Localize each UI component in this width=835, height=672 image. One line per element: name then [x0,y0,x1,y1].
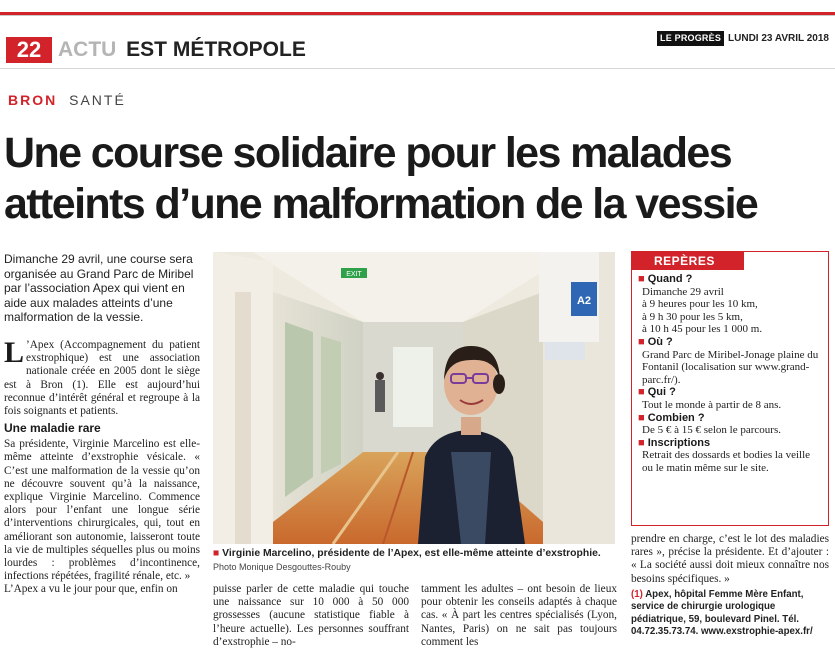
zone-label: EST MÉTROPOLE [126,38,306,61]
square-bullet-icon: ■ [638,436,645,449]
subheading: Une maladie rare [4,421,101,436]
section-label: ACTU [58,38,117,61]
column-3: tamment les adultes – ont besoin de lieux pour obtenir les conseils adaptés à chaque cas. « À part les centres spécialisés (Lyon, Nantes, Paris) on ne sait pas toujours comment les [421,583,617,648]
reperes-question-where [638,336,823,349]
reperes-body [632,270,828,475]
door-label-text: A2 [576,295,592,307]
reperes-answer-registration: Retrait des dossards et bodies la veille ou le matin même sur le site. [642,449,811,474]
issue-date: LUNDI 23 AVRIL 2018 [728,33,829,44]
hospital-corridor-photo [213,252,615,544]
reperes-question-price [638,412,823,425]
headline-line-2: atteints d’une malformation de la vessie [4,180,758,228]
column-2: puisse parler de cette maladie qui touche une naissance sur 10 000 à 50 000 grossesses (aucune statistique fiable à l’heure actuelle). Les personnes souffrant d’exstrophie – no- [213,583,409,648]
headline [4,128,832,230]
reperes-answer-where: Grand Parc de Miribel-Jonage plaine du Fontanil (localisation sur www.grand-parc.fr/). [642,348,819,386]
footnote [631,589,829,639]
reperes-a1-line2: à 9 heures pour les 10 km, [642,298,758,311]
section-rubric [58,38,306,62]
header-divider [0,68,835,69]
reperes-q1-text: Quand ? [647,273,693,285]
reperes-q2-text: Où ? [647,335,673,348]
newspaper-logo: LE PROGRÈS [657,31,724,46]
photo-credit: Photo Monique Desgouttes-Rouby [213,562,351,572]
kicker-theme: SANTÉ [69,92,126,108]
reperes-q3-text: Qui ? [647,386,676,399]
reperes-question-who [638,386,823,399]
exit-sign-text: EXIT [346,271,362,278]
article-photo [213,252,615,544]
paragraph-1-text: ’Apex (Accompagnement du patient exstrophique) est une association nationale créée en 2005 dont le siège est à Bron (1). Elle est aujourd’hui reconnue d’intérêt général et regroupe à la fois soignants et patients. [4,338,200,417]
column-4 [631,533,829,639]
column-4-text: prendre en charge, c’est le lot des maladies rares », précise la présidente. Et d’ajouter : « La société aussi doit mieux connaître nos besoins spécifiques. » [631,533,829,585]
column-1 [4,252,200,597]
reperes-a1-line4: à 10 h 45 pour les 1 000 m. [642,323,763,336]
page-number: 22 [6,37,52,63]
reperes-a1-line3: à 9 h 30 pour les 5 km, [642,310,743,323]
reperes-q4-text: Combien ? [647,411,705,424]
page-header [0,0,835,62]
photo-caption-text: Virginie Marcelino, présidente de l’Apex, est elle-même atteinte d’exstrophie. [222,548,601,559]
photo-caption [213,547,623,560]
footnote-ref: (1) [631,588,643,600]
square-bullet-icon: ■ [638,273,645,285]
paragraph-3: L’Apex a vu le jour pour que, enfin on [4,583,178,596]
square-bullet-icon: ■ [638,411,645,424]
photo-caption-block [213,547,623,574]
square-bullet-icon: ■ [638,335,645,348]
kicker-city: BRON [8,92,58,108]
reperes-q5-text: Inscriptions [647,436,711,449]
reperes-a1-line1: Dimanche 29 avril [642,285,724,298]
headline-line-1: Une course solidaire pour les malades [4,129,732,177]
paragraph-2: Sa présidente, Virginie Marcelino est elle-même atteinte d’exstrophie vésicale. « C’est une malformation de la vessie qu’on ne découvre souvent qu’à la naissance, explique Virginie Marcelino. Commence alors pour l’enfant une longue série d’interventions chirurgicales, qui, tout en améliorant son autonomie, laisseront toute la vie de multiples séquelles plus ou moins lourdes : problèmes d’incontinence, infections répétées, fragilité rénale, etc. » [4,438,200,583]
reperes-question-registration [638,437,823,450]
masthead [657,31,829,46]
header-grey-rule [0,15,835,16]
square-bullet-icon: ■ [638,386,645,399]
reperes-box [631,251,829,526]
reperes-answer-who: Tout le monde à partir de 8 ans. [642,398,782,411]
reperes-answer-when [638,286,823,336]
footnote-text: Apex, hôpital Femme Mère Enfant, service de chirurgie urologique pédiatrique, 59, boulevard Pinel. Tél. 04.72.35.73.74. www.exstrophie-apex.fr/ [631,588,813,638]
reperes-question-when [638,273,823,286]
caption-bullet-icon: ■ [213,548,220,559]
reperes-answer-price: De 5 € à 15 € selon le parcours. [642,424,781,437]
article-kicker [8,92,126,108]
article-lead: Dimanche 29 avril, une course sera organisée au Grand Parc de Miribel par l’association Apex qui vient en aide aux malades atteints d’une malformation de la vessie. [4,252,194,325]
paragraph-1 [4,335,200,418]
drop-cap: L [4,335,25,369]
reperes-title: REPÈRES [632,252,744,270]
